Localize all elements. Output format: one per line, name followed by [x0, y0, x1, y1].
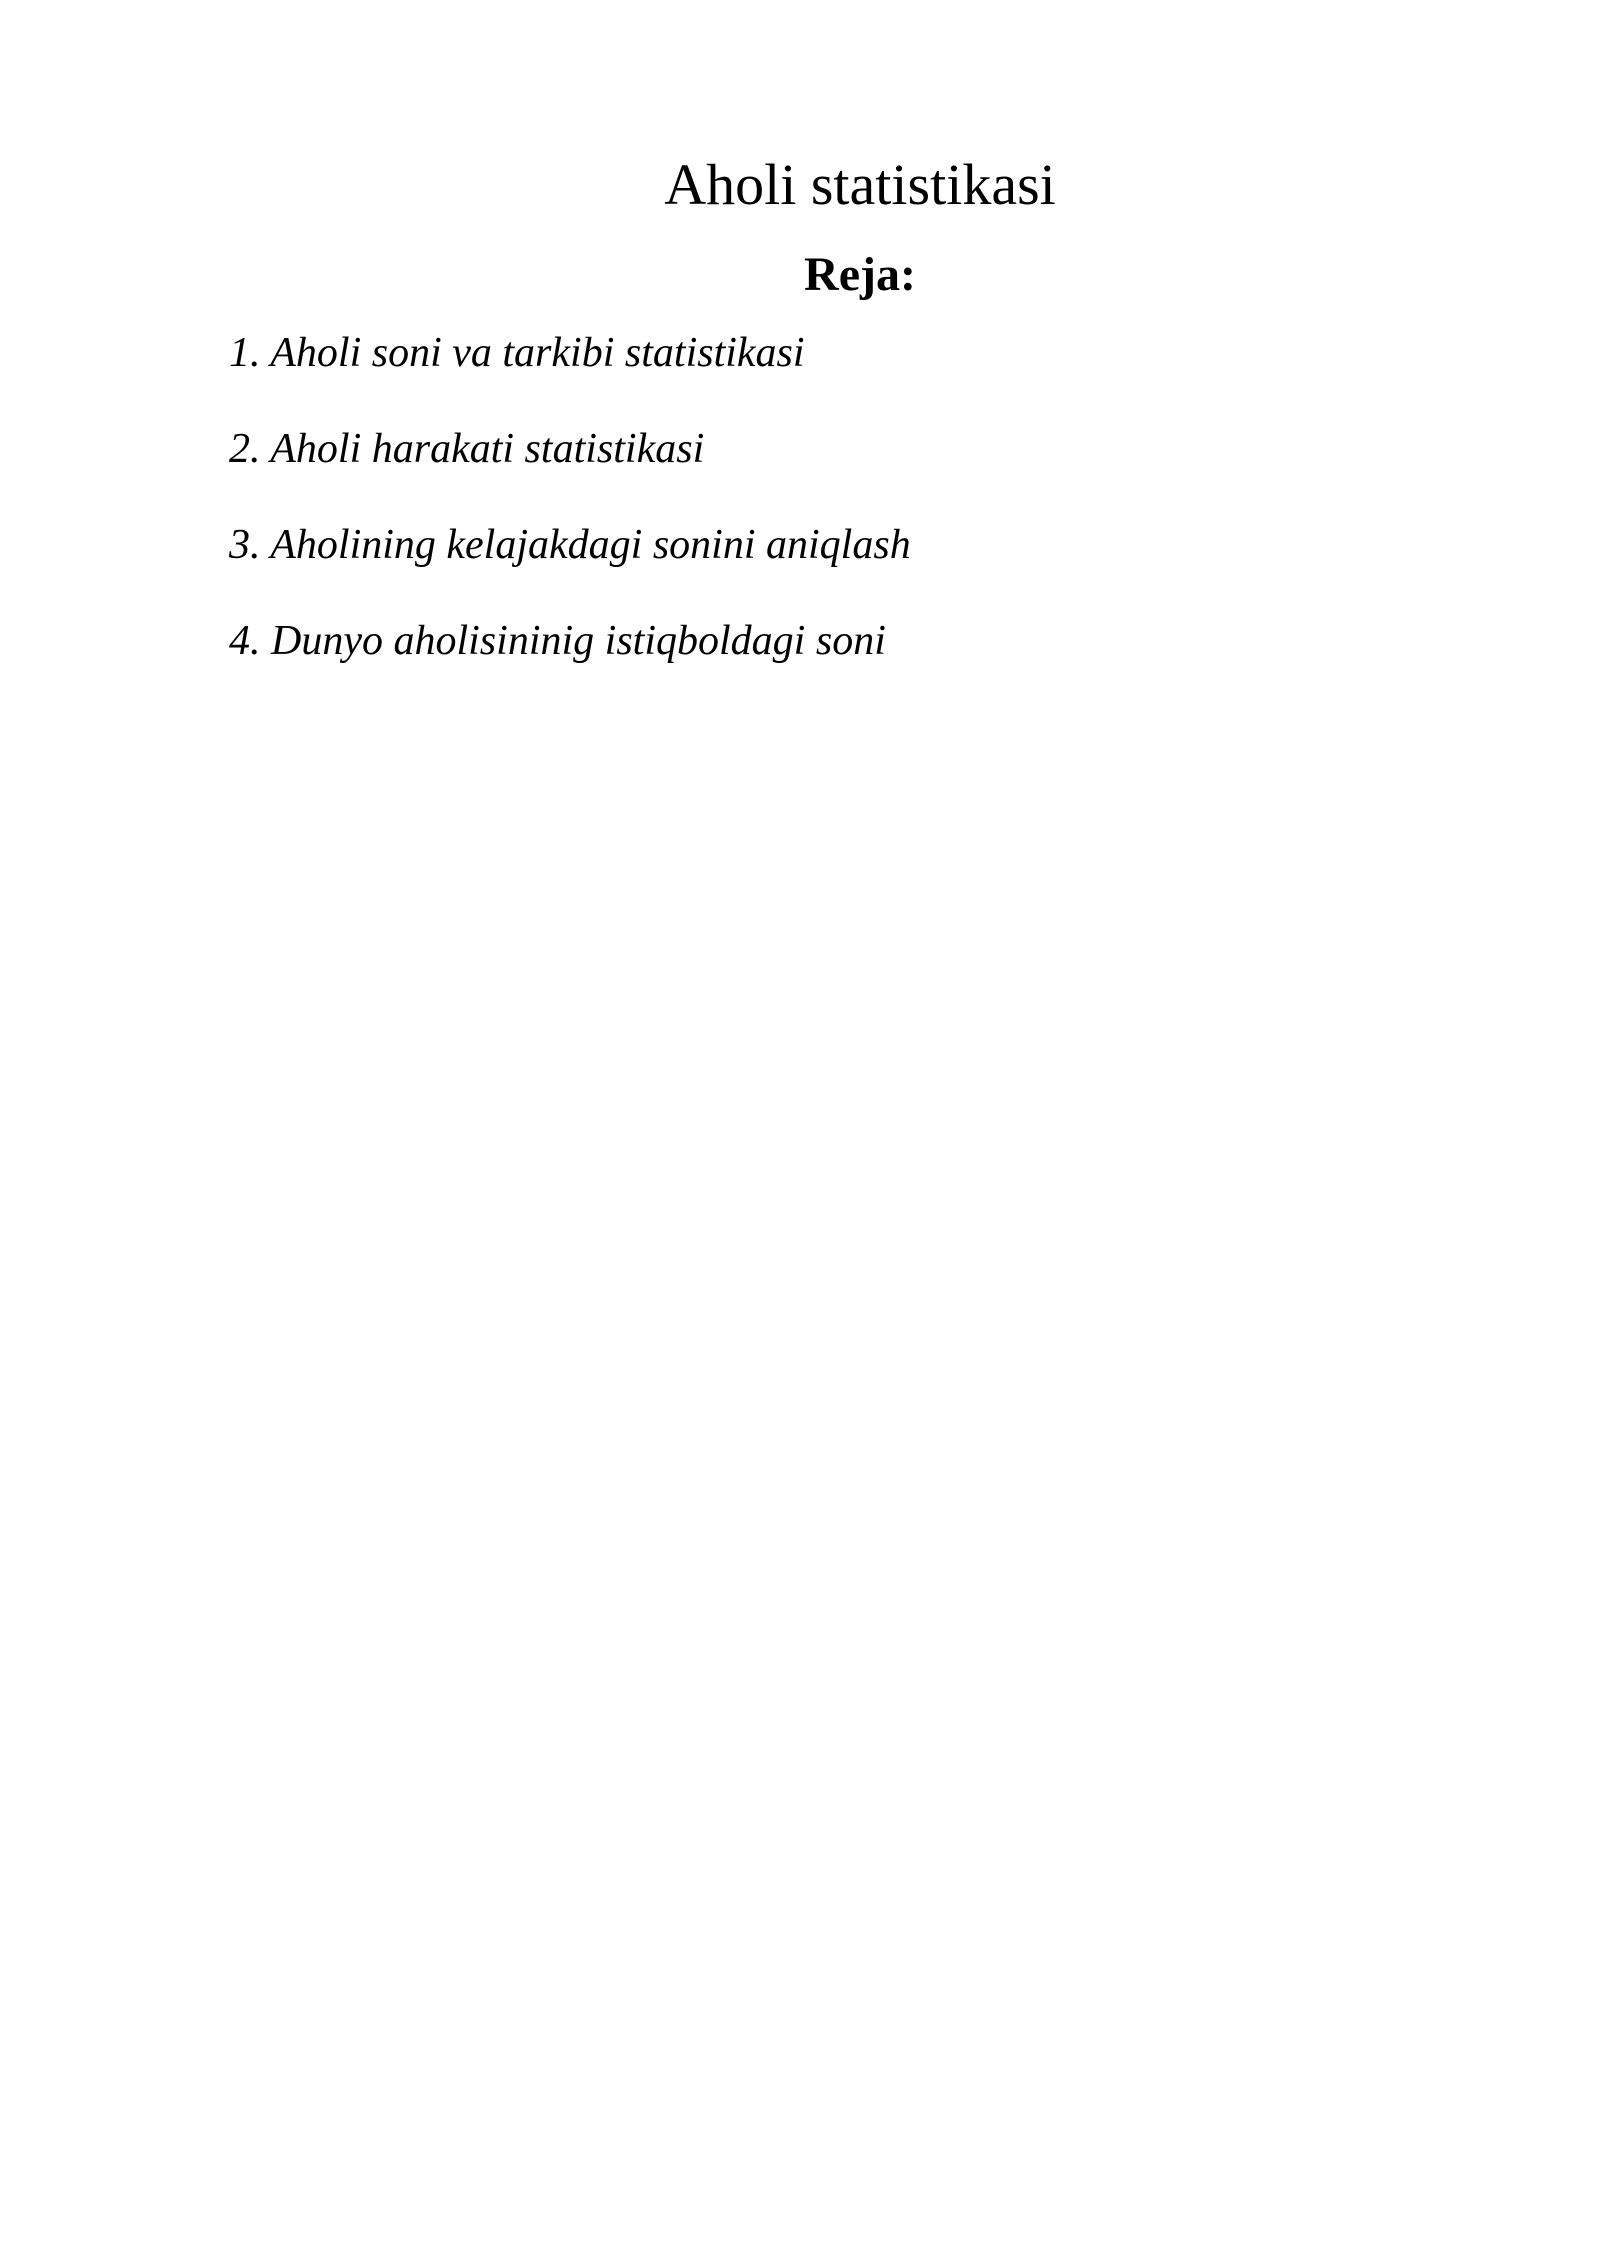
plan-item-3: 3. Aholining kelajakdagi sonini aniqlash: [229, 522, 911, 568]
plan-item-2: 2. Aholi harakati statistikasi: [229, 426, 705, 472]
page-title: Aholi statistikasi: [664, 152, 1056, 217]
plan-item-4: 4. Dunyo aholisininig istiqboldagi soni: [229, 618, 886, 664]
plan-heading: Reja:: [804, 248, 916, 301]
plan-item-1: 1. Aholi soni va tarkibi statistikasi: [229, 330, 805, 376]
plan-list: [229, 327, 911, 711]
